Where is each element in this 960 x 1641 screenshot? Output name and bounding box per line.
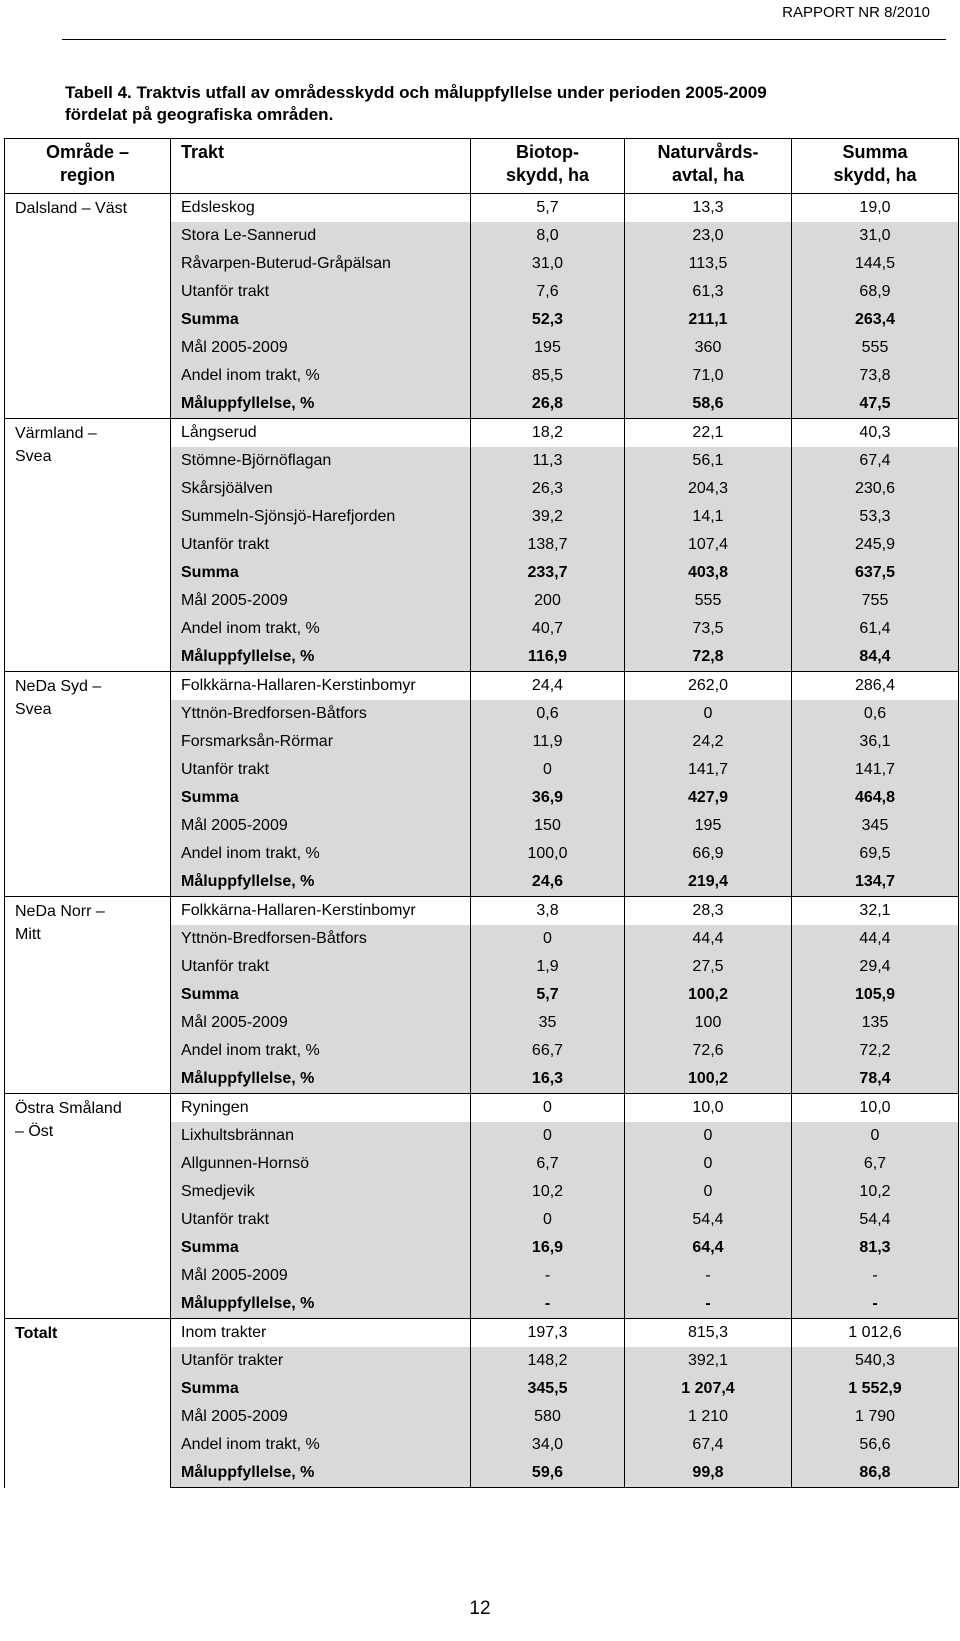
naturvardsavtal-cell: 0 <box>625 1150 792 1178</box>
summa-skydd-cell: - <box>792 1290 959 1319</box>
header-sum-line-1: Summa <box>842 142 908 162</box>
caption-line-1: Tabell 4. Traktvis utfall av områdesskydd och måluppfyllelse under perioden 2005-2009 <box>65 83 767 102</box>
region-line-1: Östra Småland <box>15 1100 122 1117</box>
summa-skydd-cell: 1 552,9 <box>792 1375 959 1403</box>
biotopskydd-cell: 52,3 <box>471 306 625 334</box>
summa-skydd-cell: 32,1 <box>792 897 959 926</box>
naturvardsavtal-cell: 427,9 <box>625 784 792 812</box>
biotopskydd-cell: 116,9 <box>471 643 625 672</box>
trakt-cell: Summeln-Sjönsjö-Harefjorden <box>171 503 471 531</box>
biotopskydd-cell: 31,0 <box>471 250 625 278</box>
summa-skydd-cell: 464,8 <box>792 784 959 812</box>
table-row <box>5 194 959 223</box>
biotopskydd-cell: 34,0 <box>471 1431 625 1459</box>
trakt-cell: Allgunnen-Hornsö <box>171 1150 471 1178</box>
naturvardsavtal-cell: 141,7 <box>625 756 792 784</box>
region-line-2: Svea <box>15 448 52 465</box>
trakt-cell: Mål 2005-2009 <box>171 334 471 362</box>
trakt-cell: Yttnön-Bredforsen-Båtfors <box>171 925 471 953</box>
summa-skydd-cell: 19,0 <box>792 194 959 223</box>
biotopskydd-cell: 39,2 <box>471 503 625 531</box>
header-bio-line-2: skydd, ha <box>505 165 590 185</box>
naturvardsavtal-cell: 22,1 <box>625 419 792 448</box>
table-row <box>5 672 959 701</box>
trakt-cell: Måluppfyllelse, % <box>171 1065 471 1094</box>
biotopskydd-cell: 16,9 <box>471 1234 625 1262</box>
summa-skydd-cell: 755 <box>792 587 959 615</box>
naturvardsavtal-cell: - <box>625 1290 792 1319</box>
trakt-cell: Stömne-Björnöflagan <box>171 447 471 475</box>
caption-line-2: fördelat på geografiska områden. <box>65 105 334 124</box>
summa-skydd-cell: 53,3 <box>792 503 959 531</box>
naturvardsavtal-cell: 23,0 <box>625 222 792 250</box>
trakt-cell: Folkkärna-Hallaren-Kerstinbomyr <box>171 672 471 701</box>
naturvardsavtal-cell: 815,3 <box>625 1319 792 1348</box>
table-header-row <box>5 139 959 194</box>
header-summa-skydd <box>792 139 959 194</box>
biotopskydd-cell: 8,0 <box>471 222 625 250</box>
naturvardsavtal-cell: 73,5 <box>625 615 792 643</box>
trakt-cell: Utanför trakt <box>171 531 471 559</box>
naturvardsavtal-cell: 27,5 <box>625 953 792 981</box>
summa-skydd-cell: 345 <box>792 812 959 840</box>
header-region-line-2: region <box>59 165 115 185</box>
trakt-cell: Mål 2005-2009 <box>171 1009 471 1037</box>
biotopskydd-cell: 5,7 <box>471 194 625 223</box>
biotopskydd-cell: 233,7 <box>471 559 625 587</box>
summa-skydd-cell: 47,5 <box>792 390 959 419</box>
region-cell <box>5 672 171 897</box>
naturvardsavtal-cell: 10,0 <box>625 1094 792 1123</box>
trakt-cell: Utanför trakt <box>171 1206 471 1234</box>
biotopskydd-cell: 59,6 <box>471 1459 625 1488</box>
naturvardsavtal-cell: 72,8 <box>625 643 792 672</box>
biotopskydd-cell: 0,6 <box>471 700 625 728</box>
naturvardsavtal-cell: 113,5 <box>625 250 792 278</box>
summa-skydd-cell: 6,7 <box>792 1150 959 1178</box>
naturvardsavtal-cell: 219,4 <box>625 868 792 897</box>
summa-skydd-cell: 67,4 <box>792 447 959 475</box>
summa-skydd-cell: 105,9 <box>792 981 959 1009</box>
naturvardsavtal-cell: 100,2 <box>625 981 792 1009</box>
region-cell <box>5 419 171 672</box>
naturvardsavtal-cell: 1 207,4 <box>625 1375 792 1403</box>
naturvardsavtal-cell: 61,3 <box>625 278 792 306</box>
summa-skydd-cell: 141,7 <box>792 756 959 784</box>
trakt-cell: Skårsjöälven <box>171 475 471 503</box>
naturvardsavtal-cell: 28,3 <box>625 897 792 926</box>
naturvardsavtal-cell: 99,8 <box>625 1459 792 1488</box>
summa-skydd-cell: 637,5 <box>792 559 959 587</box>
trakt-cell: Summa <box>171 306 471 334</box>
naturvardsavtal-cell: 67,4 <box>625 1431 792 1459</box>
summa-skydd-cell: 72,2 <box>792 1037 959 1065</box>
naturvardsavtal-cell: 0 <box>625 1178 792 1206</box>
summa-skydd-cell: 36,1 <box>792 728 959 756</box>
trakt-cell: Måluppfyllelse, % <box>171 868 471 897</box>
trakt-cell: Ryningen <box>171 1094 471 1123</box>
summa-skydd-cell: 1 012,6 <box>792 1319 959 1348</box>
naturvardsavtal-cell: 58,6 <box>625 390 792 419</box>
naturvardsavtal-cell: 360 <box>625 334 792 362</box>
biotopskydd-cell: 100,0 <box>471 840 625 868</box>
biotopskydd-cell: 345,5 <box>471 1375 625 1403</box>
summa-skydd-cell: 540,3 <box>792 1347 959 1375</box>
region-line-2: Mitt <box>15 926 41 943</box>
trakt-cell: Andel inom trakt, % <box>171 362 471 390</box>
trakt-cell: Summa <box>171 784 471 812</box>
trakt-cell: Måluppfyllelse, % <box>171 643 471 672</box>
summa-skydd-cell: 69,5 <box>792 840 959 868</box>
summa-skydd-cell: 44,4 <box>792 925 959 953</box>
summa-skydd-cell: 0 <box>792 1122 959 1150</box>
biotopskydd-cell: 0 <box>471 1122 625 1150</box>
biotopskydd-cell: - <box>471 1262 625 1290</box>
table-row <box>5 1319 959 1348</box>
naturvardsavtal-cell: 14,1 <box>625 503 792 531</box>
trakt-cell: Mål 2005-2009 <box>171 1262 471 1290</box>
header-nat-line-2: avtal, ha <box>671 165 745 185</box>
trakt-cell: Andel inom trakt, % <box>171 840 471 868</box>
biotopskydd-cell: 0 <box>471 1094 625 1123</box>
biotopskydd-cell: 40,7 <box>471 615 625 643</box>
naturvardsavtal-cell: 56,1 <box>625 447 792 475</box>
summa-skydd-cell: 0,6 <box>792 700 959 728</box>
biotopskydd-cell: 18,2 <box>471 419 625 448</box>
naturvardsavtal-cell: 0 <box>625 1122 792 1150</box>
region-cell <box>5 1319 171 1488</box>
biotopskydd-cell: 66,7 <box>471 1037 625 1065</box>
trakt-cell: Utanför trakt <box>171 756 471 784</box>
naturvardsavtal-cell: 1 210 <box>625 1403 792 1431</box>
region-line-2: – Öst <box>15 1123 54 1140</box>
summa-skydd-cell: 263,4 <box>792 306 959 334</box>
biotopskydd-cell: 580 <box>471 1403 625 1431</box>
header-region <box>5 139 171 194</box>
biotopskydd-cell: 0 <box>471 925 625 953</box>
naturvardsavtal-cell: 44,4 <box>625 925 792 953</box>
header-trakt: Trakt <box>171 139 471 194</box>
region-line-1: NeDa Syd – <box>15 678 102 695</box>
biotopskydd-cell: - <box>471 1290 625 1319</box>
summa-skydd-cell: 29,4 <box>792 953 959 981</box>
region-cell <box>5 1094 171 1319</box>
report-header: RAPPORT NR 8/2010 <box>782 4 930 21</box>
header-bio-line-1: Biotop- <box>516 142 579 162</box>
biotopskydd-cell: 0 <box>471 756 625 784</box>
summa-skydd-cell: 78,4 <box>792 1065 959 1094</box>
naturvardsavtal-cell: 262,0 <box>625 672 792 701</box>
summa-skydd-cell: 86,8 <box>792 1459 959 1488</box>
biotopskydd-cell: 35 <box>471 1009 625 1037</box>
summa-skydd-cell: 81,3 <box>792 1234 959 1262</box>
trakt-cell: Råvarpen-Buterud-Gråpälsan <box>171 250 471 278</box>
summa-skydd-cell: 144,5 <box>792 250 959 278</box>
header-sum-line-2: skydd, ha <box>833 165 917 185</box>
header-naturvardsavtal <box>625 139 792 194</box>
trakt-cell: Långserud <box>171 419 471 448</box>
trakt-cell: Lixhultsbrännan <box>171 1122 471 1150</box>
trakt-cell: Utanför trakt <box>171 278 471 306</box>
trakt-cell: Mål 2005-2009 <box>171 812 471 840</box>
summa-skydd-cell: - <box>792 1262 959 1290</box>
summa-skydd-cell: 10,0 <box>792 1094 959 1123</box>
trakt-cell: Mål 2005-2009 <box>171 1403 471 1431</box>
summa-skydd-cell: 73,8 <box>792 362 959 390</box>
region-line-2: Svea <box>15 701 52 718</box>
trakt-cell: Utanför trakt <box>171 953 471 981</box>
trakt-cell: Smedjevik <box>171 1178 471 1206</box>
naturvardsavtal-cell: 204,3 <box>625 475 792 503</box>
biotopskydd-cell: 148,2 <box>471 1347 625 1375</box>
biotopskydd-cell: 10,2 <box>471 1178 625 1206</box>
naturvardsavtal-cell: - <box>625 1262 792 1290</box>
naturvardsavtal-cell: 100,2 <box>625 1065 792 1094</box>
summa-skydd-cell: 54,4 <box>792 1206 959 1234</box>
trakt-cell: Edsleskog <box>171 194 471 223</box>
header-region-line-1: Område – <box>45 142 130 162</box>
naturvardsavtal-cell: 54,4 <box>625 1206 792 1234</box>
biotopskydd-cell: 26,8 <box>471 390 625 419</box>
header-nat-line-1: Naturvårds- <box>657 142 759 162</box>
biotopskydd-cell: 11,3 <box>471 447 625 475</box>
summa-skydd-cell: 286,4 <box>792 672 959 701</box>
naturvardsavtal-cell: 72,6 <box>625 1037 792 1065</box>
biotopskydd-cell: 7,6 <box>471 278 625 306</box>
naturvardsavtal-cell: 555 <box>625 587 792 615</box>
naturvardsavtal-cell: 24,2 <box>625 728 792 756</box>
naturvardsavtal-cell: 403,8 <box>625 559 792 587</box>
results-table <box>4 138 959 1488</box>
trakt-cell: Mål 2005-2009 <box>171 587 471 615</box>
page-number: 12 <box>469 1598 491 1619</box>
trakt-cell: Folkkärna-Hallaren-Kerstinbomyr <box>171 897 471 926</box>
biotopskydd-cell: 26,3 <box>471 475 625 503</box>
naturvardsavtal-cell: 100 <box>625 1009 792 1037</box>
region-line-1: Dalsland – Väst <box>15 200 128 217</box>
biotopskydd-cell: 36,9 <box>471 784 625 812</box>
trakt-cell: Summa <box>171 1234 471 1262</box>
table-row <box>5 897 959 926</box>
biotopskydd-cell: 3,8 <box>471 897 625 926</box>
header-rule <box>62 39 946 40</box>
header-biotopskydd <box>471 139 625 194</box>
naturvardsavtal-cell: 211,1 <box>625 306 792 334</box>
naturvardsavtal-cell: 71,0 <box>625 362 792 390</box>
summa-skydd-cell: 230,6 <box>792 475 959 503</box>
trakt-cell: Summa <box>171 981 471 1009</box>
summa-skydd-cell: 1 790 <box>792 1403 959 1431</box>
trakt-cell: Forsmarksån-Rörmar <box>171 728 471 756</box>
naturvardsavtal-cell: 66,9 <box>625 840 792 868</box>
summa-skydd-cell: 61,4 <box>792 615 959 643</box>
naturvardsavtal-cell: 392,1 <box>625 1347 792 1375</box>
biotopskydd-cell: 195 <box>471 334 625 362</box>
trakt-cell: Summa <box>171 1375 471 1403</box>
biotopskydd-cell: 150 <box>471 812 625 840</box>
region-line-1: Värmland – <box>15 425 97 442</box>
summa-skydd-cell: 68,9 <box>792 278 959 306</box>
trakt-cell: Yttnön-Bredforsen-Båtfors <box>171 700 471 728</box>
biotopskydd-cell: 85,5 <box>471 362 625 390</box>
biotopskydd-cell: 5,7 <box>471 981 625 1009</box>
biotopskydd-cell: 0 <box>471 1206 625 1234</box>
region-cell <box>5 897 171 1094</box>
region-line-1: NeDa Norr – <box>15 903 105 920</box>
trakt-cell: Summa <box>171 559 471 587</box>
trakt-cell: Utanför trakter <box>171 1347 471 1375</box>
biotopskydd-cell: 11,9 <box>471 728 625 756</box>
region-line-1: Totalt <box>15 1325 58 1342</box>
summa-skydd-cell: 245,9 <box>792 531 959 559</box>
naturvardsavtal-cell: 64,4 <box>625 1234 792 1262</box>
biotopskydd-cell: 16,3 <box>471 1065 625 1094</box>
naturvardsavtal-cell: 107,4 <box>625 531 792 559</box>
trakt-cell: Andel inom trakt, % <box>171 615 471 643</box>
table-body <box>5 194 959 1488</box>
biotopskydd-cell: 200 <box>471 587 625 615</box>
trakt-cell: Måluppfyllelse, % <box>171 390 471 419</box>
biotopskydd-cell: 138,7 <box>471 531 625 559</box>
trakt-cell: Måluppfyllelse, % <box>171 1290 471 1319</box>
naturvardsavtal-cell: 195 <box>625 812 792 840</box>
trakt-cell: Andel inom trakt, % <box>171 1431 471 1459</box>
summa-skydd-cell: 40,3 <box>792 419 959 448</box>
naturvardsavtal-cell: 13,3 <box>625 194 792 223</box>
summa-skydd-cell: 555 <box>792 334 959 362</box>
region-cell <box>5 194 171 419</box>
summa-skydd-cell: 134,7 <box>792 868 959 897</box>
summa-skydd-cell: 135 <box>792 1009 959 1037</box>
summa-skydd-cell: 31,0 <box>792 222 959 250</box>
trakt-cell: Måluppfyllelse, % <box>171 1459 471 1488</box>
table-caption <box>65 82 945 126</box>
biotopskydd-cell: 197,3 <box>471 1319 625 1348</box>
biotopskydd-cell: 1,9 <box>471 953 625 981</box>
table-row <box>5 1094 959 1123</box>
trakt-cell: Stora Le-Sannerud <box>171 222 471 250</box>
results-table-wrapper <box>4 138 958 1488</box>
naturvardsavtal-cell: 0 <box>625 700 792 728</box>
biotopskydd-cell: 24,6 <box>471 868 625 897</box>
table-row <box>5 419 959 448</box>
trakt-cell: Andel inom trakt, % <box>171 1037 471 1065</box>
biotopskydd-cell: 6,7 <box>471 1150 625 1178</box>
summa-skydd-cell: 56,6 <box>792 1431 959 1459</box>
trakt-cell: Inom trakter <box>171 1319 471 1348</box>
biotopskydd-cell: 24,4 <box>471 672 625 701</box>
summa-skydd-cell: 84,4 <box>792 643 959 672</box>
summa-skydd-cell: 10,2 <box>792 1178 959 1206</box>
